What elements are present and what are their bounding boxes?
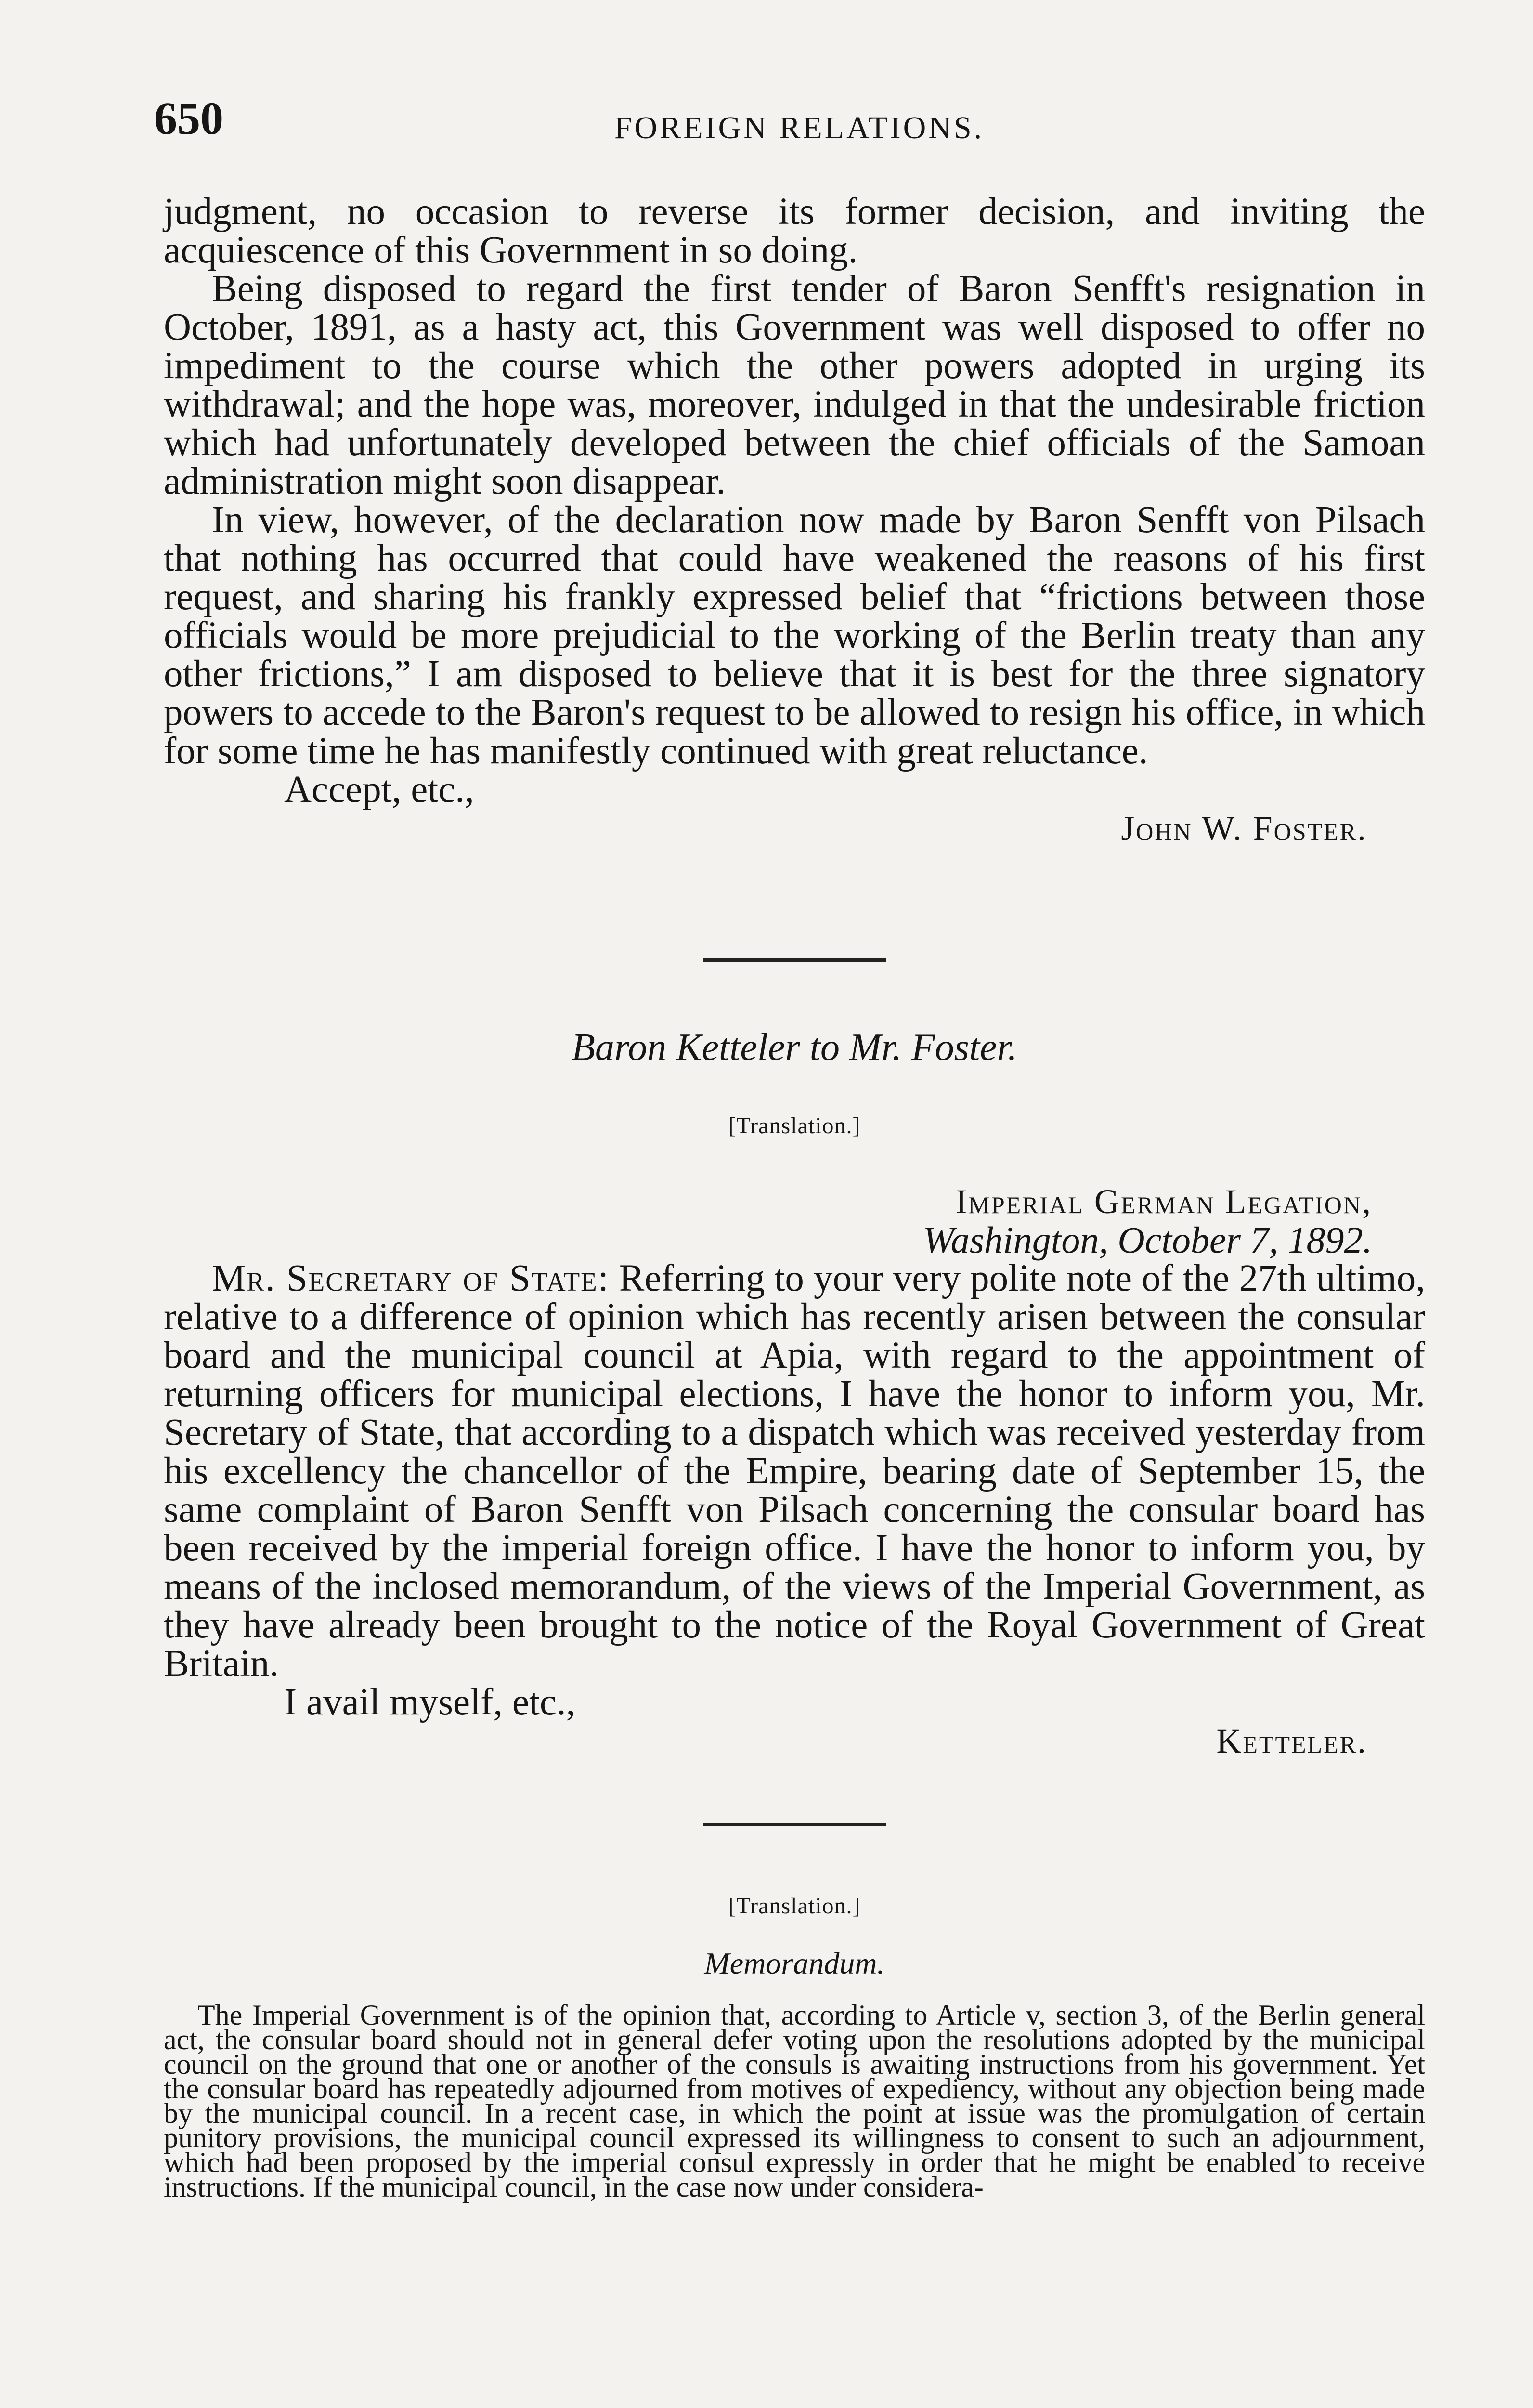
salutation: Mr. Secretary of State: [212, 1257, 610, 1299]
paragraph-declaration: In view, however, of the declaration now made by Baron Senfft von Pilsach that nothing has occurred that could have weakened the reasons of his first request, and sharing his frankly expressed belief that “frictions between those officials would be more prejudicial to the working of the Berlin treaty than any other frictions,” I am disposed to believe that it is best for the three signatory powers to accede to the Baron's request to be allowed to resign his office, in which for some time he has manifestly continued with great reluctance. [164, 499, 1425, 772]
memo-translation-note: [Translation.] [728, 1893, 861, 1919]
translation-note: [Translation.] [728, 1113, 861, 1139]
letter-body [164, 1259, 1425, 1683]
paragraph-resignation: Being disposed to regard the first tender of Baron Senfft's resignation in October, 1891, as a hasty act, this Government was well disposed to offer no impediment to the course which the other powers adopted in urging its withdrawal; and the hope was, moreover, indulged in that the undesirable friction which had unfortunately developed between the chief officials of the Samoan administration might soon disappear. [164, 268, 1425, 502]
memorandum [164, 1893, 1425, 2203]
signature-foster: John W. Foster. [1121, 809, 1367, 848]
letter-title: Baron Ketteler to Mr. Foster. [572, 1026, 1017, 1069]
page-header [154, 92, 1444, 159]
closing-line: Accept, etc., [284, 769, 474, 811]
separator-rule-2 [164, 1823, 1425, 1826]
running-head: FOREIGN RELATIONS. [614, 110, 985, 145]
dateline: Washington, October 7, 1892. [922, 1219, 1372, 1261]
legation-heading: Imperial German Legation, [955, 1182, 1372, 1221]
memo-title: Memorandum. [704, 1946, 885, 1980]
signature-ketteler: Ketteler. [1216, 1722, 1367, 1760]
separator-rule-1 [164, 958, 1425, 962]
closing-line: I avail myself, etc., [284, 1681, 576, 1723]
page-number: 650 [154, 92, 223, 144]
letter-body-text: Referring to your very polite note of the 27th ultimo, relative to a difference of opinion which has recently arisen between the consular board and the municipal council at Apia, with regard to the appointment of returning officers for municipal elections, I have the honor to inform you, Mr. Secretary of State, that according to a dispatch which was received yesterday from his excellency the chancellor of the Empire, bearing date of September 15, the same complaint of Baron Senfft von Pilsach concerning the consular board has been received by the imperial foreign office. I have the honor to inform you, by means of the inclosed memorandum, of the views of the Imperial Government, as they have already been brought to the notice of the Royal Government of Great Britain. [164, 1257, 1426, 1685]
continuation-paragraph: judgment, no occasion to reverse its former decision, and inviting the acquiescence of this Government in so doing. [164, 191, 1425, 271]
letter-foster-continuation [164, 193, 1425, 848]
memo-text: The Imperial Government is of the opinion that, according to Article v, section 3, of the Berlin general act, the consular board should not in general defer voting upon the resolutions adopted by the municipal council on the ground that one or another of the consuls is awaiting instructions from his government. Yet the consular board has repeatedly adjourned from motives of expediency, without any objection being made by the municipal council. In a recent case, in which the point at issue was the promulgation of certain punitory provisions, the municipal council expressed its willingness to consent to such an adjournment, which had been proposed by the imperial consul expressly in order that he might be enabled to receive instructions. If the municipal council, in the case now under considera- [164, 1999, 1425, 2203]
letter-ketteler [164, 1026, 1425, 1760]
